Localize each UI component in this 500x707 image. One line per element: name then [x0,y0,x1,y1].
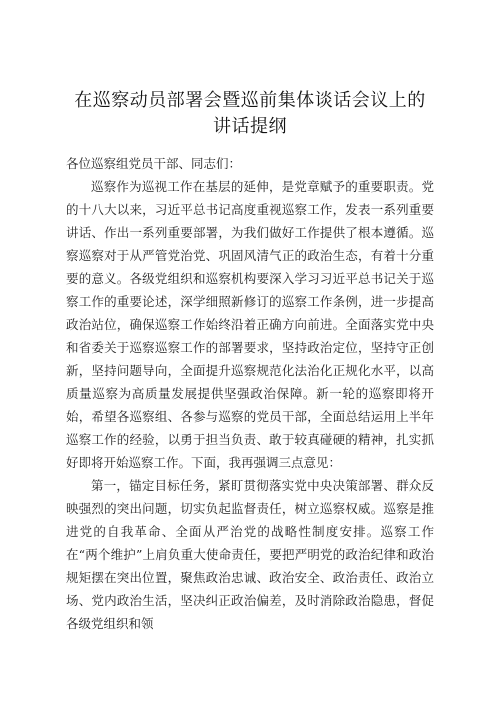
paragraph-point-one: 第一，锚定目标任务，紧盯贯彻落实党中央决策部署、群众反映强烈的突出问题，切实负起监督责任，树立巡察权威。巡察是推进党的自我革命、全面从严治党的战略性制度安排。巡察工作在“两个维护”上肩负重大使命责任，要把严明党的政治纪律和政治规矩摆在突出位置，聚焦政治忠诚、政治安全、政治责任、政治立场、党内政治生活，坚决纠正政治偏差，及时消除政治隐患，督促各级党组织和领 [66,478,434,631]
salutation: 各位巡察组党员干部、同志们： [66,156,242,171]
paragraph-intro: 巡察作为巡视工作在基层的延伸，是党章赋予的重要职责。党的十八大以来，习近平总书记高度重视巡察工作，发表一系列重要讲话、作出一系列重要部署，为我们做好工作提供了根本遵循。巡察巡察对于从严管党治党、巩固风清气正的政治生态，有着十分重要的意义。各级党组织和巡察机构要深入学习习近平总书记关于巡察工作的重要论述，深学细照新修订的巡察工作条例，进一步提高政治站位，确保巡察工作始终沿着正确方向前进。全面落实党中央和省委关于巡察巡察工作的部署要求，坚持政治定位，坚持守正创新，坚持问题导向，全面提升巡察规范化法治化正规化水平，以高质量巡察为高质量发展提供坚强政治保障。新一轮的巡察即将开始，希望各巡察组、各参与巡察的党员干部，全面总结运用上半年巡察工作的经验，以勇于担当负责、敢于较真碰硬的精神，扎实抓好即将开始巡察工作。下面，我再强调三点意见： [66,179,434,470]
document-title: 在巡察动员部署会暨巡前集体谈话会议上的讲话提纲 [74,90,426,137]
